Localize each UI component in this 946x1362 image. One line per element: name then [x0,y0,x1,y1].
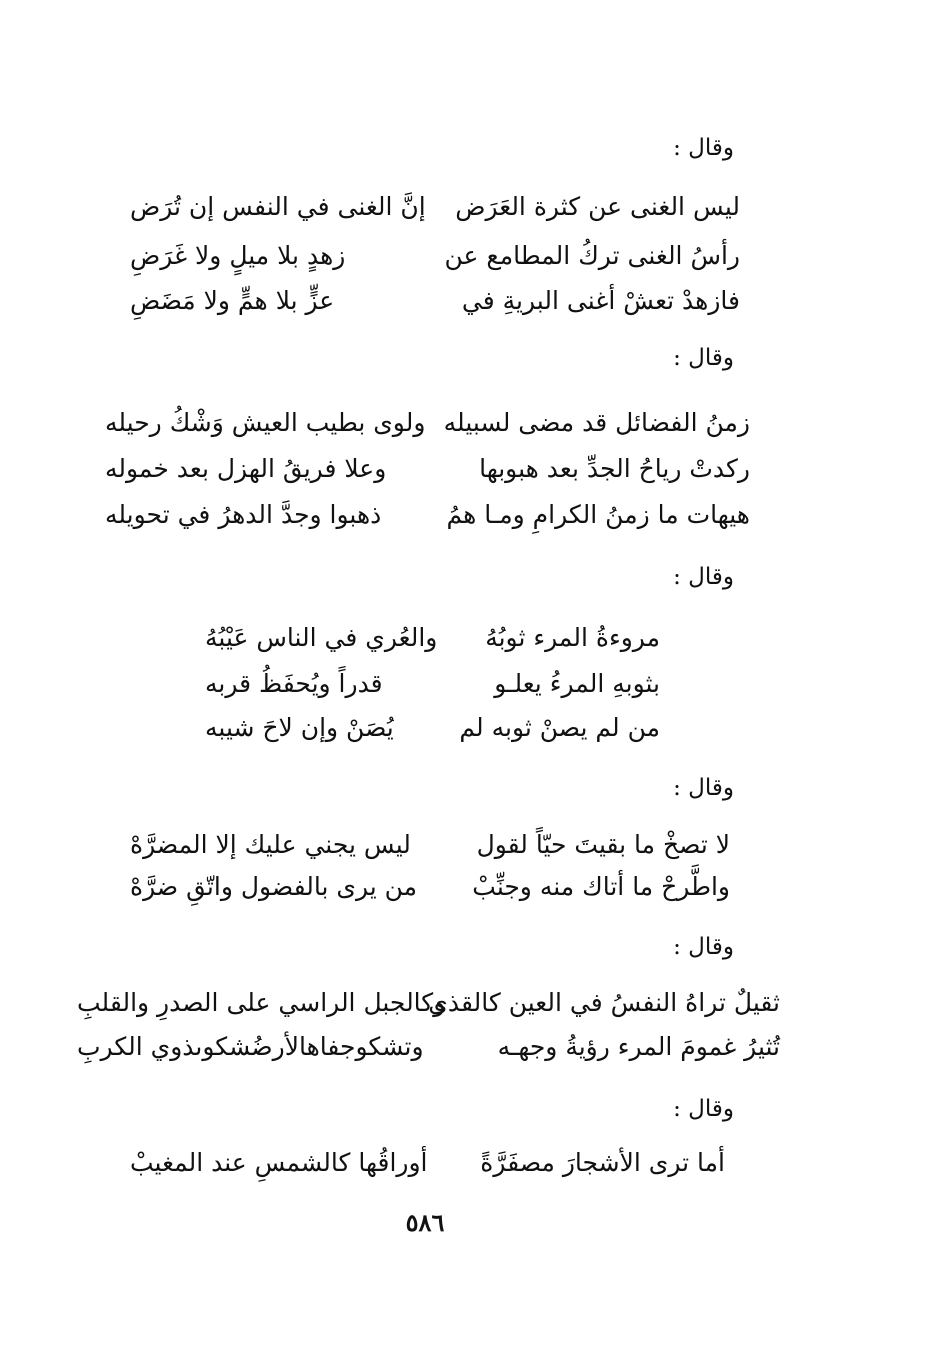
first-hemistich: أما ترى الأشجارَ مصفَرَّةً [480,1148,725,1177]
verse-line [120,281,740,321]
verse-line [120,1143,725,1183]
verse-line [95,495,750,535]
section-intro: وقال : [673,775,734,801]
verse-line [195,618,660,658]
second-hemistich: قدراً ويُحفَظُ قربه [205,669,383,698]
section-intro: وقال : [673,934,734,960]
first-hemistich: فازهدْ تعشْ أغنى البريةِ في [461,286,740,315]
verse-line [195,708,660,748]
second-hemistich: وتشكوجفاهالأرضُشكوىذوي الكربِ [77,1032,424,1061]
first-hemistich: ركدتْ رياحُ الجدِّ بعد هبوبها [479,454,750,483]
verse-line [120,187,740,227]
second-hemistich: يُصَنْ وإن لاحَ شيبه [205,713,394,742]
first-hemistich: واطَّرحْ ما أتاك منه وجنِّبْ [472,872,730,901]
verse-line [72,983,780,1023]
verse-line [195,664,660,704]
section-intro: وقال : [673,564,734,590]
verse-line [120,236,740,276]
second-hemistich: أوراقُها كالشمسِ عند المغيبْ [130,1148,428,1177]
section-intro: وقال : [673,1096,734,1122]
second-hemistich: ليس يجني عليك إلا المضرَّهْ [130,830,411,859]
first-hemistich: ليس الغنى عن كثرة العَرَض [455,192,740,221]
section-intro: وقال : [673,345,734,371]
second-hemistich: من يرى بالفضول واتّقِ ضرَّهْ [130,872,418,901]
second-hemistich: والعُري في الناس عَيْبُهُ [205,623,438,652]
first-hemistich: هيهات ما زمنُ الكرامِ ومـا همُ [446,500,750,529]
verse-line [120,867,730,907]
first-hemistich: زمنُ الفضائل قد مضى لسبيله [443,408,750,437]
verse-line [120,825,730,865]
first-hemistich: ثقيلٌ تراهُ النفسُ في العين كالقذى [428,988,780,1017]
first-hemistich: تُثيرُ غمومَ المرء رؤيةُ وجهـه [497,1032,780,1061]
second-hemistich: ذهبوا وجدَّ الدهرُ في تحويله [105,500,382,529]
first-hemistich: من لم يصنْ ثوبه لم [459,713,660,742]
second-hemistich: وكالجبل الراسي على الصدرِ والقلبِ [77,988,446,1017]
verse-line [72,1027,780,1067]
verse-line [95,449,750,489]
second-hemistich: ولوى بطيب العيش وَشْكُ رحيله [105,408,426,437]
second-hemistich: وعلا فريقُ الهزل بعد خموله [105,454,387,483]
verse-line [95,403,750,443]
page-number: ٥٨٦ [405,1208,445,1237]
section-intro: وقال : [673,135,734,161]
first-hemistich: مروءةُ المرء ثوبُهُ [485,623,660,652]
second-hemistich: عزٍّ بلا همٍّ ولا مَضَضِ [130,286,335,315]
first-hemistich: لا تصخْ ما بقيتَ حيّاً لقول [476,830,730,859]
first-hemistich: رأسُ الغنى تركُ المطامع عن [444,241,740,270]
second-hemistich: إنَّ الغنى في النفس إن تُرَض [130,192,426,221]
second-hemistich: زهدٍ بلا ميلٍ ولا غَرَضِ [130,241,346,270]
first-hemistich: بثوبهِ المرءُ يعلـو [494,669,660,698]
